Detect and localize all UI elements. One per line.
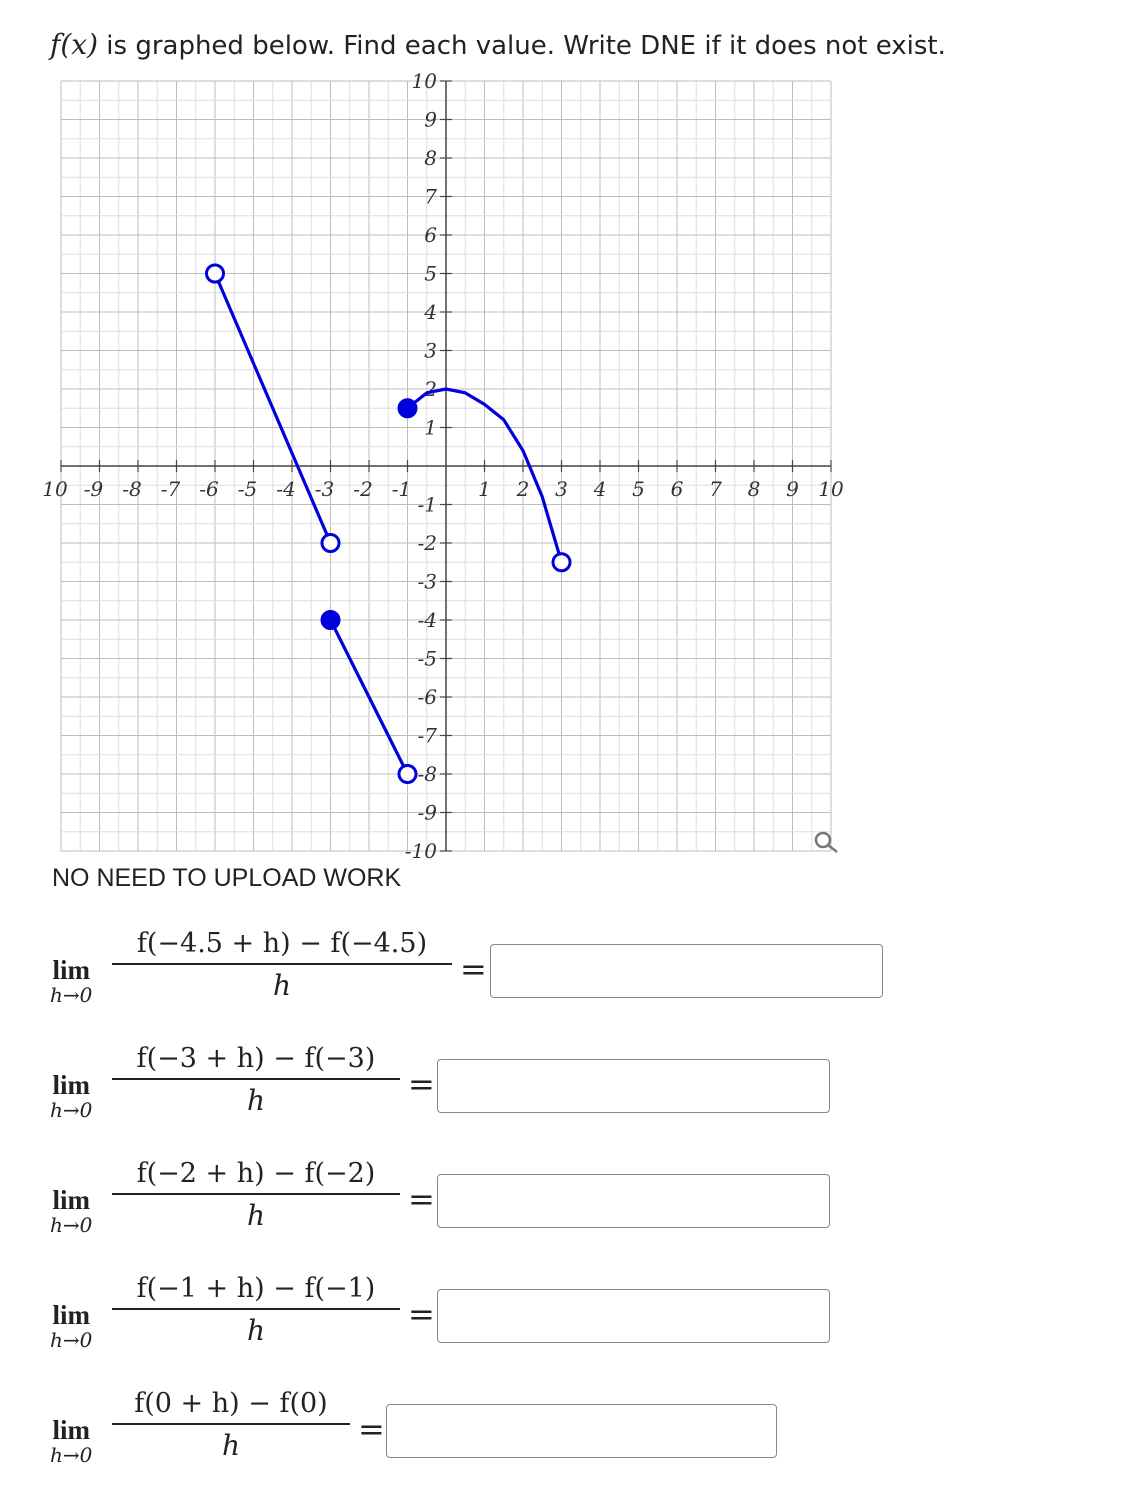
denominator: h [246, 1084, 266, 1117]
y-tick-label: 7 [424, 184, 437, 209]
x-tick-label: -8 [122, 477, 142, 501]
limit-operator [50, 1416, 92, 1466]
lim-word: lim [52, 1185, 90, 1215]
limit-operator [50, 956, 92, 1006]
limit-operator [50, 1186, 92, 1236]
closed-endpoint [399, 400, 416, 417]
y-tick-label: 9 [424, 107, 437, 132]
x-tick-label: 7 [709, 477, 722, 501]
x-tick-label: 3 [555, 477, 568, 501]
x-tick-label: -3 [314, 477, 335, 501]
difference-quotient [112, 928, 452, 1002]
numerator: f(−4.5 + h) − f(−4.5) [136, 928, 428, 959]
x-tick-label: -6 [199, 477, 219, 501]
x-tick-label: -2 [353, 477, 373, 501]
open-endpoint [207, 265, 224, 282]
denominator: h [246, 1314, 266, 1347]
equals-sign: = [408, 1180, 435, 1218]
y-tick-label: -2 [417, 531, 437, 555]
lim-word: lim [52, 955, 90, 985]
y-tick-label: 2 [424, 377, 437, 401]
x-tick-label: 6 [670, 477, 684, 501]
lim-word: lim [52, 1415, 90, 1445]
upload-note: NO NEED TO UPLOAD WORK [52, 864, 402, 892]
lim-word: lim [52, 1070, 90, 1100]
answer-input-3[interactable] [437, 1174, 830, 1228]
x-tick-label: 1 [478, 477, 491, 501]
function-name: f(x) [50, 28, 99, 61]
equals-sign: = [358, 1410, 385, 1448]
difference-quotient [112, 1043, 400, 1117]
prompt-text: is graphed below. Find each value. Write DNE if it does not exist. [98, 31, 946, 61]
y-tick-label: -4 [417, 608, 437, 632]
open-endpoint [399, 766, 416, 783]
y-tick-label: -5 [417, 646, 437, 671]
open-endpoint [553, 554, 570, 571]
lim-subscript: h→0 [50, 1213, 93, 1237]
numerator: f(−1 + h) − f(−1) [136, 1273, 376, 1304]
magnifier-icon[interactable] [810, 828, 840, 858]
denominator: h [272, 969, 292, 1002]
x-tick-label: -5 [237, 477, 258, 501]
x-tick-label: -4 [276, 477, 296, 501]
limit-operator [50, 1071, 92, 1121]
x-tick-label: -9 [83, 477, 104, 501]
y-tick-label: 3 [424, 338, 437, 363]
x-tick-label: 4 [593, 477, 607, 501]
equals-sign: = [408, 1295, 435, 1333]
y-tick-label: 6 [424, 223, 437, 247]
closed-endpoint [322, 612, 339, 629]
y-tick-label: 8 [424, 146, 437, 170]
x-tick-label: 9 [786, 477, 799, 501]
y-tick-label: 10 [411, 69, 437, 93]
answer-input-2[interactable] [437, 1059, 830, 1113]
denominator: h [221, 1429, 241, 1462]
y-tick-label: 4 [424, 300, 437, 324]
x-tick-label: 2 [516, 477, 530, 501]
lim-subscript: h→0 [50, 983, 93, 1007]
y-tick-label: -3 [417, 569, 437, 594]
y-tick-label: -6 [417, 685, 437, 709]
x-tick-label: 5 [632, 477, 645, 501]
answer-input-5[interactable] [386, 1404, 777, 1458]
open-endpoint [322, 535, 339, 552]
y-tick-label: -9 [417, 800, 437, 825]
lim-subscript: h→0 [50, 1098, 93, 1122]
y-tick-label: 1 [424, 415, 437, 440]
difference-quotient [112, 1388, 350, 1462]
difference-quotient [112, 1158, 400, 1232]
y-tick-label: -1 [417, 492, 437, 517]
answer-input-4[interactable] [437, 1289, 830, 1343]
denominator: h [246, 1199, 266, 1232]
lim-word: lim [52, 1300, 90, 1330]
difference-quotient [112, 1273, 400, 1347]
numerator: f(−3 + h) − f(−3) [136, 1043, 376, 1074]
x-tick-label: 8 [747, 477, 761, 501]
lim-subscript: h→0 [50, 1443, 93, 1467]
limit-operator [50, 1301, 92, 1351]
equals-sign: = [460, 950, 487, 988]
answer-input-1[interactable] [490, 944, 883, 998]
x-tick-label: 10 [42, 477, 68, 501]
equals-sign: = [408, 1065, 435, 1103]
numerator: f(0 + h) − f(0) [134, 1388, 328, 1419]
y-tick-label: -10 [404, 839, 437, 863]
lim-subscript: h→0 [50, 1328, 93, 1352]
y-tick-label: -7 [417, 723, 437, 748]
x-tick-label: -1 [391, 477, 412, 501]
y-tick-label: 5 [424, 261, 437, 286]
y-tick-label: -8 [417, 762, 437, 786]
x-tick-label: -7 [160, 477, 181, 501]
numerator: f(−2 + h) − f(−2) [136, 1158, 376, 1189]
x-tick-label: 10 [818, 477, 844, 501]
